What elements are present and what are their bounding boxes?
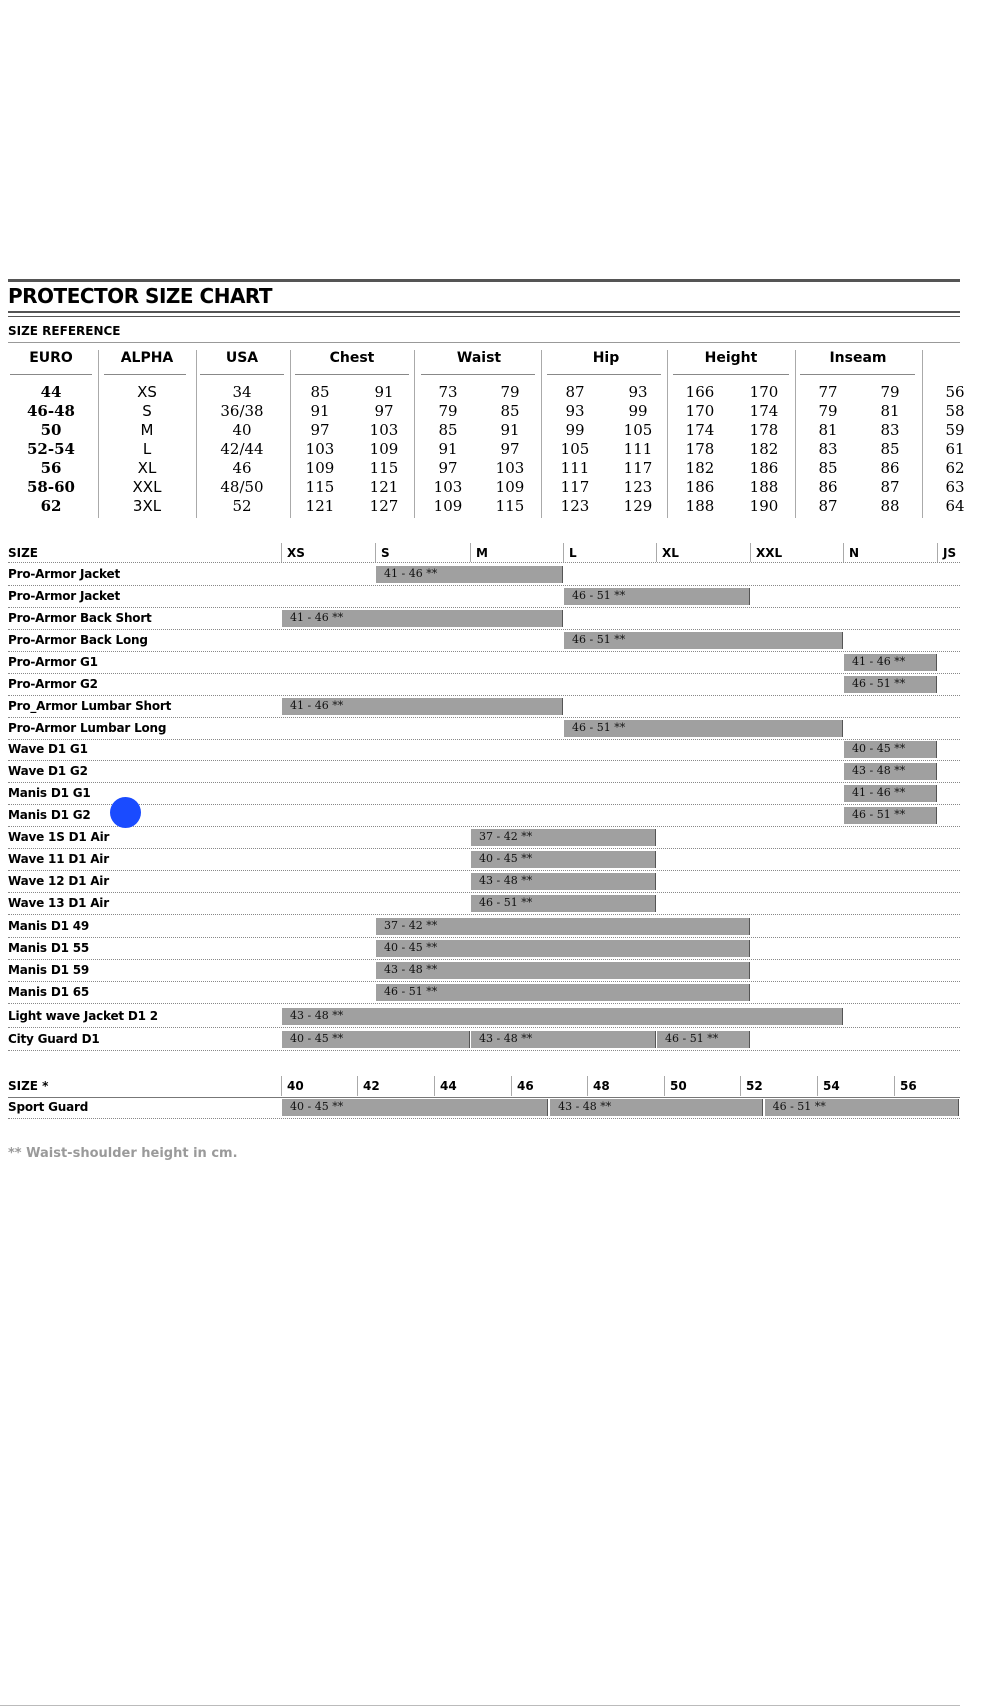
ref-cell: 58-60 [27,478,75,496]
ref-header-underline [10,374,92,375]
ref-cell: 109 [305,459,335,477]
chart-title: PROTECTOR SIZE CHART [8,284,273,308]
ref-cell: 87 [565,383,585,401]
ref-cell: XXL [132,478,162,496]
protector-size-header: SIZE [8,546,39,560]
ref-cell: 103 [305,440,335,458]
ref-cell: 91 [500,421,520,439]
size-range-bar [376,940,750,957]
ref-cell: 85 [310,383,330,401]
ref-cell: 44 [40,383,62,401]
sport-column-divider [894,1076,895,1096]
ref-cell: 103 [495,459,525,477]
sport-size-column: 40 [287,1079,304,1093]
ref-cell: 52 [232,497,252,515]
size-range-label: 40 - 45 ** [852,742,906,755]
size-range-bar [564,632,843,649]
sport-range-label: 43 - 48 ** [558,1100,612,1113]
ref-cell: 87 [818,497,838,515]
ref-cell: 40 [232,421,252,439]
size-range-bar [657,1031,750,1048]
row-separator [8,914,960,915]
sport-size-column: 44 [440,1079,457,1093]
sport-size-column: 50 [670,1079,687,1093]
row-separator [8,739,960,740]
size-range-bar [564,588,750,605]
sport-size-column: 42 [363,1079,380,1093]
ref-header-underline [800,374,915,375]
reference-rule [8,342,960,343]
sport-size-column: 54 [823,1079,840,1093]
ref-cell: 85 [500,402,520,420]
protector-row-label: City Guard D1 [8,1032,100,1046]
ref-cell: 178 [685,440,715,458]
ref-cell: 85 [818,459,838,477]
ref-cell: 52-54 [27,440,75,458]
row-separator [8,848,960,849]
size-range-label: 43 - 48 ** [384,963,438,976]
ref-cell: 85 [438,421,458,439]
ref-cell: 174 [685,421,715,439]
sport-range-label: 40 - 45 ** [290,1100,344,1113]
ref-cell: 99 [565,421,585,439]
ref-cell: 123 [560,497,590,515]
row-separator [8,1050,960,1051]
sport-size-column: 52 [746,1079,763,1093]
ref-header-underline [200,374,284,375]
touch-indicator [110,797,141,828]
size-range-bar [844,676,937,693]
ref-cell: 105 [623,421,653,439]
row-separator [8,892,960,893]
ref-cell: 127 [369,497,399,515]
size-range-bar [844,807,937,824]
size-range-label: 37 - 42 ** [479,830,533,843]
bottom-divider [0,1705,960,1706]
ref-cell: 83 [818,440,838,458]
size-range-label: 41 - 46 ** [290,699,344,712]
size-range-bar [564,720,843,737]
ref-cell: 115 [369,459,399,477]
size-range-bar [282,1008,843,1025]
sport-size-column: 46 [517,1079,534,1093]
ref-header-inseam: Inseam [829,350,887,366]
size-range-bar [471,851,656,868]
protector-row-label: Pro-Armor G1 [8,655,98,669]
protector-row-label: Light wave Jacket D1 2 [8,1009,158,1023]
size-range-bar [376,962,750,979]
size-range-label: 46 - 51 ** [665,1032,719,1045]
protector-row-label: Pro_Armor Lumbar Short [8,699,172,713]
ref-cell: 188 [749,478,779,496]
size-range-bar [844,763,937,780]
size-range-label: 37 - 42 ** [384,919,438,932]
ref-cell: 91 [438,440,458,458]
ref-cell: 79 [438,402,458,420]
ref-cell: 182 [749,440,779,458]
ref-cell: 111 [623,440,653,458]
ref-cell: L [142,440,152,458]
size-range-bar [282,698,563,715]
size-column-xxl: XXL [756,546,783,560]
sport-row-label: Sport Guard [8,1100,89,1114]
title-rule-2 [8,316,960,317]
ref-cell: 117 [623,459,653,477]
ref-header-waist: Waist [456,350,502,366]
ref-cell: 86 [818,478,838,496]
ref-cell: 93 [565,402,585,420]
size-range-bar [376,984,750,1001]
size-column-js: JS [943,546,957,560]
size-column-m: M [476,546,488,560]
size-range-label: 40 - 45 ** [290,1032,344,1045]
size-column-s: S [381,546,390,560]
sport-column-divider [434,1076,435,1096]
ref-cell: 123 [623,478,653,496]
ref-cell: 64 [945,497,965,515]
size-range-label: 46 - 51 ** [572,589,626,602]
size-range-label: 46 - 51 ** [572,721,626,734]
ref-cell: XS [137,383,157,401]
ref-cell: 103 [369,421,399,439]
ref-cell: 105 [560,440,590,458]
row-separator [8,937,960,938]
ref-cell: 81 [880,402,900,420]
size-range-bar [282,610,563,627]
size-column-divider [281,543,282,562]
size-range-bar [376,918,750,935]
ref-cell: 61 [945,440,965,458]
ref-cell: 109 [369,440,399,458]
header-separator [8,562,960,563]
ref-cell: 91 [310,402,330,420]
ref-cell: 42/44 [220,440,264,458]
protector-row-label: Pro-Armor Jacket [8,589,120,603]
ref-cell: 46 [232,459,252,477]
protector-row-label: Manis D1 49 [8,919,90,933]
protector-row-label: Pro-Armor Back Long [8,633,148,647]
ref-cell: 91 [374,383,394,401]
ref-cell: 186 [749,459,779,477]
ref-header-usa: USA [225,350,259,366]
title-rule-1 [8,311,960,313]
size-column-divider [563,543,564,562]
ref-header-hip: Hip [592,350,620,366]
ref-cell: 48/50 [220,478,264,496]
ref-header-underline [673,374,789,375]
sport-column-divider [357,1076,358,1096]
row-separator [8,760,960,761]
row-separator [8,959,960,960]
ref-cell: 3XL [132,497,162,515]
size-range-label: 46 - 51 ** [384,985,438,998]
protector-row-label: Manis D1 G1 [8,786,91,800]
sport-column-divider [664,1076,665,1096]
ref-cell: 115 [305,478,335,496]
protector-row-label: Pro-Armor G2 [8,677,98,691]
size-reference-label: SIZE REFERENCE [8,324,121,338]
row-separator [8,607,960,608]
ref-cell: 79 [880,383,900,401]
ref-cell: M [140,421,154,439]
protector-row-label: Manis D1 65 [8,985,90,999]
protector-row-label: Wave 11 D1 Air [8,852,109,866]
protector-row-label: Wave 13 D1 Air [8,896,109,910]
ref-cell: 97 [374,402,394,420]
row-separator [8,651,960,652]
size-column-divider [937,543,938,562]
size-range-label: 43 - 48 ** [479,874,533,887]
ref-cell: 56 [40,459,62,477]
ref-header-underline [547,374,661,375]
row-separator [8,804,960,805]
protector-row-label: Wave 12 D1 Air [8,874,109,888]
ref-cell: 115 [495,497,525,515]
ref-header-underline [295,374,409,375]
ref-header-height: Height [704,350,758,366]
ref-cell: 36/38 [220,402,264,420]
ref-cell: 63 [945,478,965,496]
row-separator [8,695,960,696]
size-range-label: 40 - 45 ** [384,941,438,954]
ref-cell: 50 [40,421,62,439]
sport-size-column: 48 [593,1079,610,1093]
ref-cell: 182 [685,459,715,477]
size-range-bar [471,873,656,890]
size-range-bar [844,785,937,802]
sport-column-divider [587,1076,588,1096]
protector-row-label: Pro-Armor Back Short [8,611,152,625]
ref-cell: 56 [945,383,965,401]
size-range-label: 41 - 46 ** [852,655,906,668]
top-rule [8,279,960,282]
row-separator [8,585,960,586]
sport-header-rule [8,1097,960,1098]
ref-header-alpha: ALPHA [120,350,174,366]
ref-cell: 62 [945,459,965,477]
size-range-bar [844,741,937,758]
size-column-divider [656,543,657,562]
size-range-bar [282,1031,470,1048]
ref-cell: 121 [305,497,335,515]
size-range-label: 43 - 48 ** [479,1032,533,1045]
ref-cell: 93 [628,383,648,401]
row-separator [8,1003,960,1004]
ref-cell: 117 [560,478,590,496]
ref-cell: 103 [433,478,463,496]
size-column-divider [375,543,376,562]
ref-cell: 109 [433,497,463,515]
ref-cell: 190 [749,497,779,515]
ref-column-divider [414,350,415,518]
ref-cell: 73 [438,383,458,401]
size-range-bar [471,1031,656,1048]
ref-cell: 81 [818,421,838,439]
row-separator [8,782,960,783]
row-separator [8,826,960,827]
ref-cell: 58 [945,402,965,420]
ref-cell: 85 [880,440,900,458]
ref-cell: 86 [880,459,900,477]
ref-column-divider [541,350,542,518]
ref-cell: 111 [560,459,590,477]
row-separator [8,1027,960,1028]
size-column-xl: XL [662,546,679,560]
size-column-divider [750,543,751,562]
ref-cell: 79 [818,402,838,420]
sport-size-header: SIZE * [8,1079,49,1093]
protector-row-label: Wave D1 G2 [8,764,88,778]
size-range-label: 40 - 45 ** [479,852,533,865]
protector-row-label: Pro-Armor Jacket [8,567,120,581]
size-range-bar [376,566,563,583]
sport-row-separator [8,1118,960,1119]
size-range-label: 43 - 48 ** [290,1009,344,1022]
sport-range-bar [550,1099,762,1116]
size-range-label: 46 - 51 ** [852,808,906,821]
size-range-label: 41 - 46 ** [290,611,344,624]
size-range-bar [471,895,656,912]
ref-column-divider [922,350,923,518]
ref-cell: XL [137,459,157,477]
ref-cell: 188 [685,497,715,515]
row-separator [8,673,960,674]
size-range-label: 46 - 51 ** [479,896,533,909]
size-column-n: N [849,546,860,560]
size-range-bar [471,829,656,846]
protector-row-label: Manis D1 G2 [8,808,91,822]
protector-row-label: Manis D1 59 [8,963,90,977]
ref-column-divider [196,350,197,518]
ref-cell: 166 [685,383,715,401]
ref-header-underline [421,374,535,375]
ref-cell: 186 [685,478,715,496]
ref-cell: 87 [880,478,900,496]
size-column-xs: XS [287,546,305,560]
ref-column-divider [98,350,99,518]
footnote: ** Waist-shoulder height in cm. [8,1146,238,1161]
sport-range-bar [282,1099,548,1116]
size-column-divider [843,543,844,562]
ref-cell: 178 [749,421,779,439]
sport-column-divider [281,1076,282,1096]
ref-cell: 170 [685,402,715,420]
size-range-label: 41 - 46 ** [384,567,438,580]
ref-cell: 97 [438,459,458,477]
ref-cell: 170 [749,383,779,401]
size-range-label: 43 - 48 ** [852,764,906,777]
ref-cell: 121 [369,478,399,496]
ref-column-divider [795,350,796,518]
size-range-label: 41 - 46 ** [852,786,906,799]
protector-row-label: Wave D1 G1 [8,742,88,756]
ref-cell: 97 [310,421,330,439]
size-range-label: 46 - 51 ** [852,677,906,690]
ref-cell: 34 [232,383,252,401]
sport-column-divider [511,1076,512,1096]
size-column-divider [470,543,471,562]
ref-header-euro: EURO [29,350,73,366]
ref-cell: 77 [818,383,838,401]
ref-cell: 88 [880,497,900,515]
row-separator [8,981,960,982]
ref-cell: 79 [500,383,520,401]
ref-header-underline [104,374,186,375]
ref-cell: 109 [495,478,525,496]
ref-cell: S [142,402,152,420]
sport-column-divider [817,1076,818,1096]
ref-cell: 46-48 [27,402,75,420]
size-column-l: L [569,546,577,560]
protector-row-label: Pro-Armor Lumbar Long [8,721,167,735]
row-separator [8,717,960,718]
protector-row-label: Wave 1S D1 Air [8,830,110,844]
ref-header-chest: Chest [329,350,375,366]
sport-range-bar [765,1099,959,1116]
row-separator [8,629,960,630]
sport-size-column: 56 [900,1079,917,1093]
ref-cell: 83 [880,421,900,439]
size-range-label: 46 - 51 ** [572,633,626,646]
sport-range-label: 46 - 51 ** [772,1100,826,1113]
ref-cell: 129 [623,497,653,515]
size-range-bar [844,654,937,671]
ref-cell: 62 [40,497,62,515]
sport-column-divider [740,1076,741,1096]
ref-cell: 99 [628,402,648,420]
protector-row-label: Manis D1 55 [8,941,90,955]
ref-cell: 59 [945,421,965,439]
row-separator [8,870,960,871]
ref-cell: 174 [749,402,779,420]
ref-cell: 97 [500,440,520,458]
